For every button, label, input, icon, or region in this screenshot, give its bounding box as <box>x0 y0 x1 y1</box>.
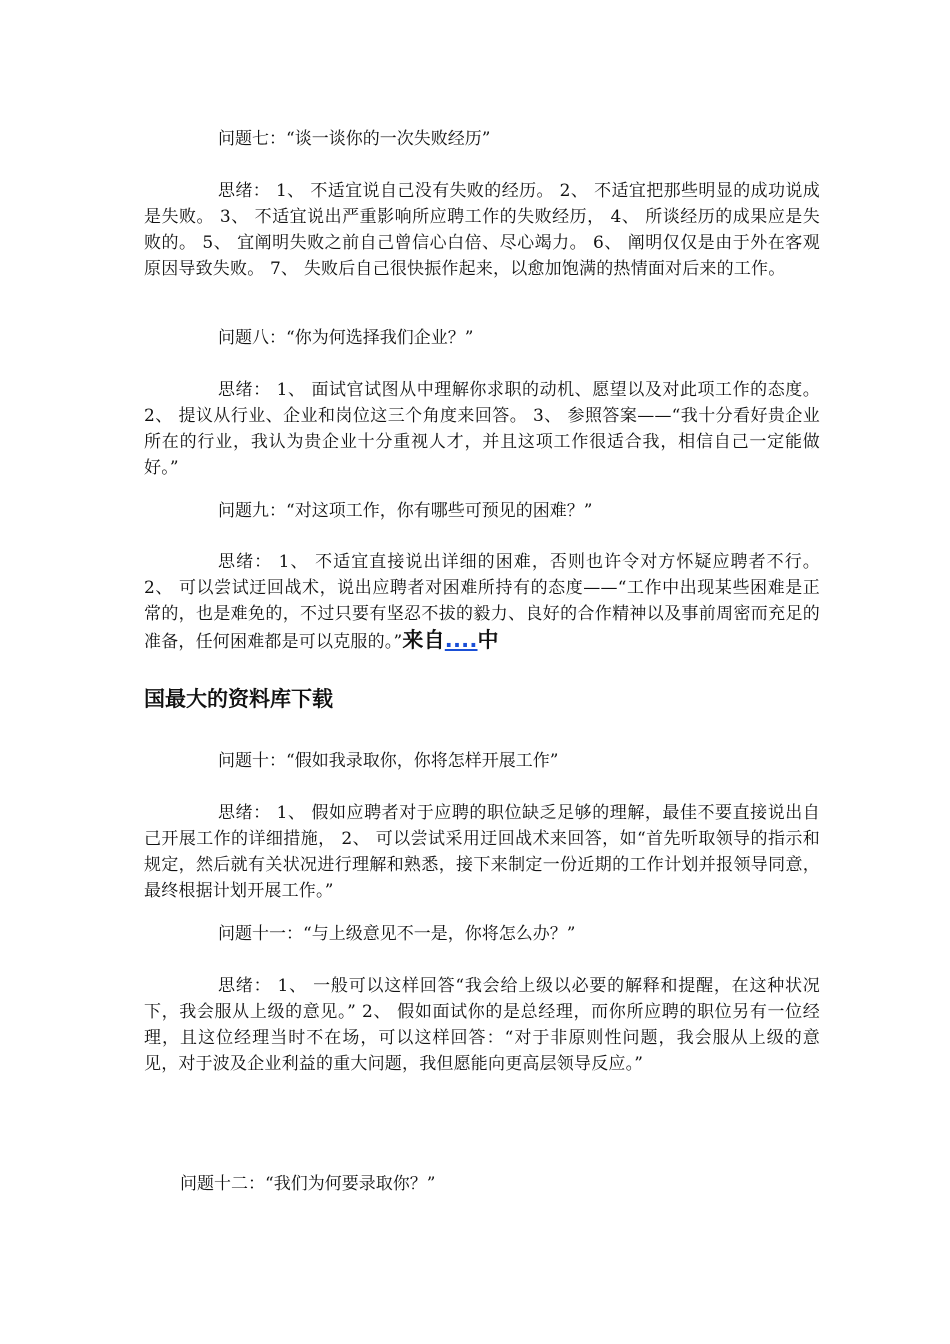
question-11-answer: 思绪： 1、 一般可以这样回答“我会给上级以必要的解释和提醒，在这种状况下，我会服从上级的意见。” 2、 假如面试你的是总经理，而你所应聘的职位另有一位经理，且这位经理当时不在场，可以这样回答：“对于非原则性问题，我会服从上级的意见，对于波及企业利益的重大问题，我但愿能向更高层领导反应。” <box>144 976 820 1074</box>
question-12-title: 问题十二：“我们为何要录取你？” <box>180 1174 436 1194</box>
question-10-title: 问题十：“假如我录取你，你将怎样开展工作” <box>218 751 559 771</box>
source-line: 国最大的资料库下载 <box>144 687 333 711</box>
question-8-title: 问题八：“你为何选择我们企业？” <box>218 328 474 348</box>
question-9-answer-text: 思绪： 1、 不适宜直接说出详细的困难，否则也许令对方怀疑应聘者不行。 2、 可以尝试迂回战术，说出应聘者对困难所持有的态度——“工作中出现某些困难是正常的，也是难免的，不过只要有坚忍不拔的毅力、良好的合作精神以及事前周密而充足的准备，任何困难都是可以克服的。” <box>144 552 820 652</box>
question-7-answer: 思绪： 1、 不适宜说自己没有失败的经历。 2、 不适宜把那些明显的成功说成是失败。 3、 不适宜说出严重影响所应聘工作的失败经历， 4、 所谈经历的成果应是失败的。 5、 宜阐明失败之前自己曾信心白倍、尽心竭力。 6、 阐明仅仅是由于外在客观原因导致失败。 7、 失败后自己很快振作起来，以愈加饱满的热情面对后来的工作。 <box>144 181 820 279</box>
question-9-title: 问题九：“对这项工作，你有哪些可预见的困难？” <box>218 501 593 521</box>
source-text: 来自 <box>402 628 445 652</box>
question-9-answer <box>144 549 820 655</box>
question-7-title: 问题七：“谈一谈你的一次失败经历” <box>218 129 491 149</box>
question-11-title: 问题十一：“与上级意见不一是，你将怎么办？” <box>218 924 576 944</box>
question-10-answer: 思绪： 1、 假如应聘者对于应聘的职位缺乏足够的理解，最佳不要直接说出自己开展工作的详细措施， 2、 可以尝试采用迂回战术来回答，如“首先听取领导的指示和规定，然后就有关状况进行理解和熟悉，接下来制定一份近期的工作计划并报领导同意，最终根据计划开展工作。” <box>144 803 820 901</box>
source-text-end: 中 <box>477 628 499 652</box>
source-link[interactable]: .... <box>444 628 478 652</box>
question-8-answer: 思绪： 1、 面试官试图从中理解你求职的动机、愿望以及对此项工作的态度。 2、 提议从行业、企业和岗位这三个角度来回答。 3、 参照答案——“我十分看好贵企业所在的行业，我认为贵企业十分重视人才，并且这项工作很适合我，相信自己一定能做好。” <box>144 380 820 478</box>
